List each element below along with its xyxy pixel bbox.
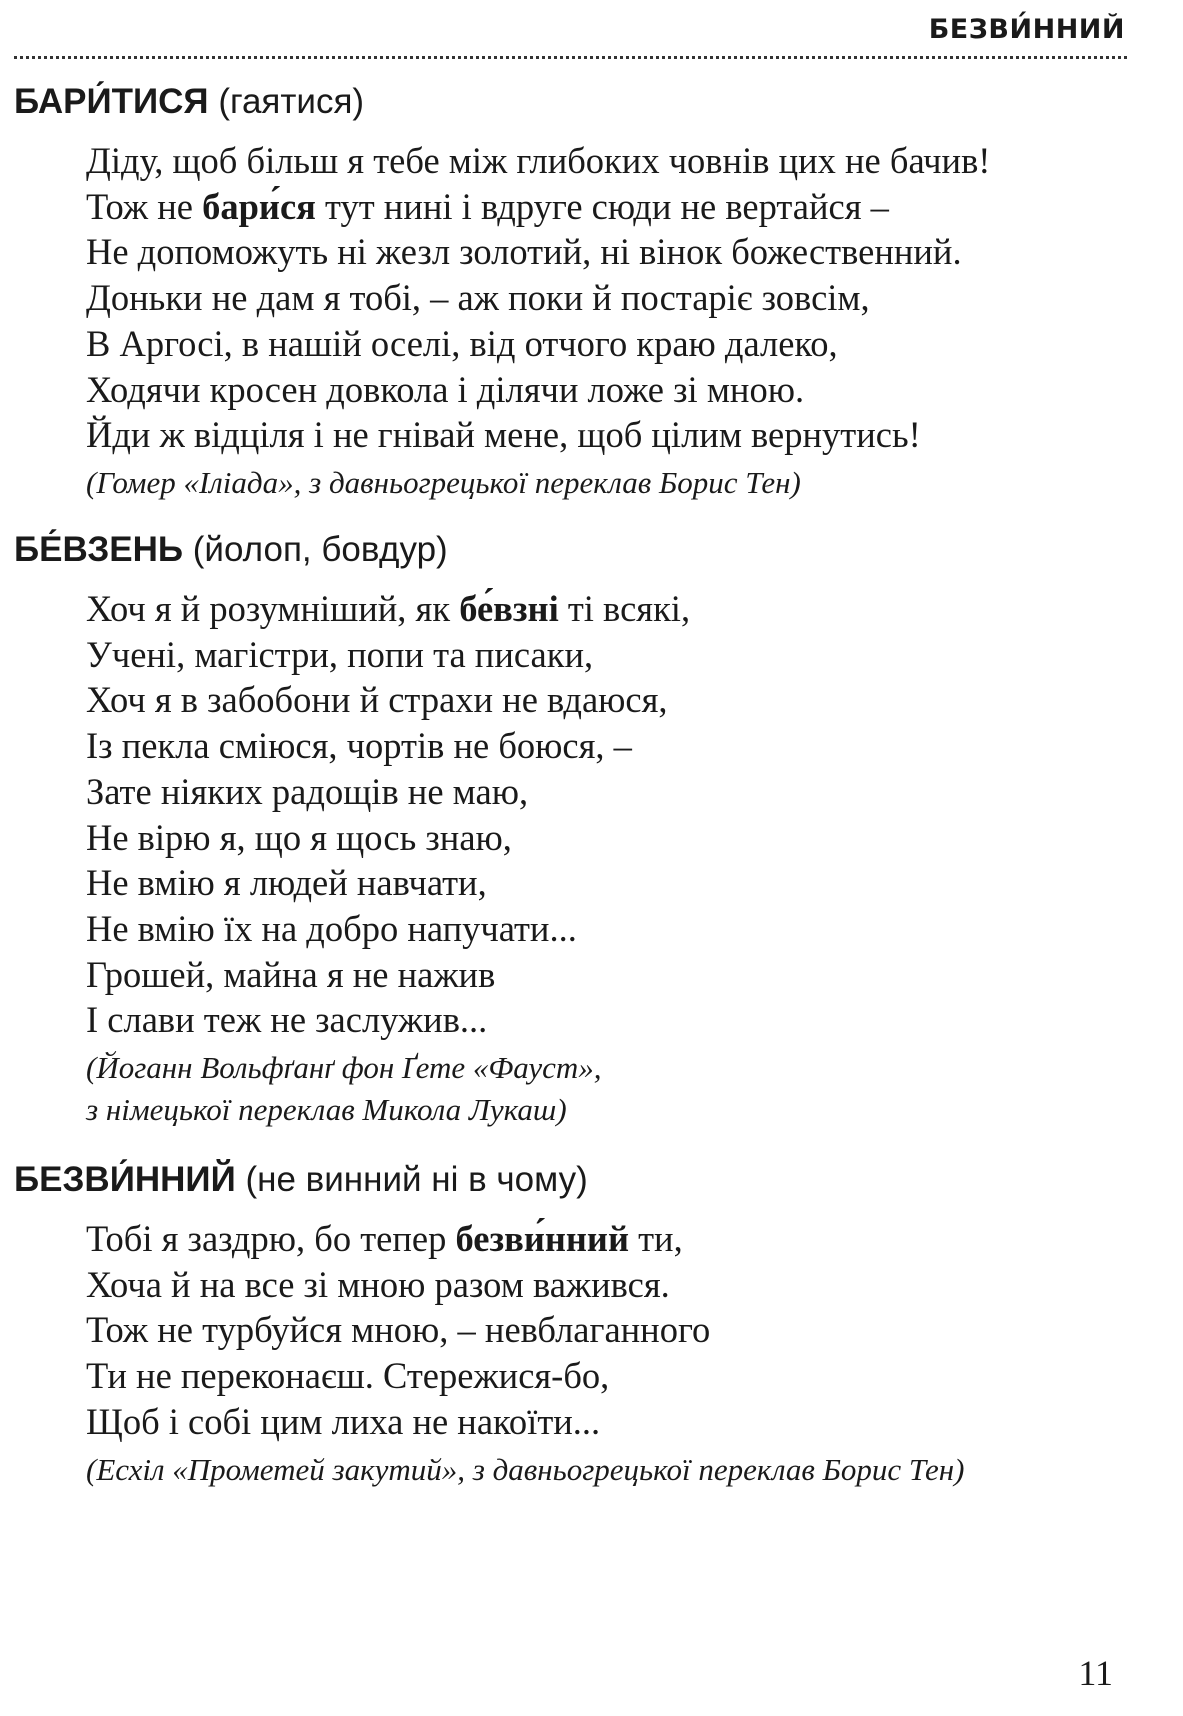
headword: БАРИ́ТИСЯ: [14, 82, 209, 121]
verse-line: Тож не турбуйся мною, – невблаганного: [86, 1309, 711, 1351]
source-citation: (Йоганн Вольфґанґ фон Ґете «Фауст»,: [86, 1050, 602, 1086]
verse-line: Хоч я й розумніший, як бе́взні ті всякі,: [86, 588, 691, 629]
verse-line: Доньки не дам я тобі, – аж поки й постаріє зовсім,: [86, 277, 870, 319]
quote-block: [86, 138, 1124, 504]
headword: БЕЗВИ́ННИЙ: [14, 1160, 236, 1199]
verse-line: Діду, щоб більш я тебе між глибоких човнів цих не бачив!: [86, 140, 991, 181]
entry-heading: [14, 1158, 1124, 1202]
verse-line: Щоб і собі цим лиха не накоїти...: [86, 1400, 601, 1442]
verse-line: Грошей, майна я не нажив: [86, 953, 496, 995]
entry-heading: [14, 528, 1124, 572]
running-head: БЕЗВИ́ННИЙ: [928, 14, 1125, 45]
verse-line: Тож не бари́ся тут нині і вдруге сюди не вертайся –: [86, 185, 889, 227]
quote-block: [86, 586, 1124, 1131]
verse-line: Йди ж відціля і не гнівай мене, щоб цілим вернутись!: [86, 414, 921, 456]
verse-line: Ходячи кросен довкола і ділячи ложе зі мною.: [86, 368, 805, 410]
verse-line: Зате ніяких радощів не маю,: [86, 770, 529, 812]
highlighted-word: безви́нний: [455, 1218, 629, 1259]
verse-line: Хоч я в забобони й страхи не вдаюся,: [86, 679, 668, 721]
verse-line: Ти не переконаєш. Стережися-бо,: [86, 1355, 610, 1397]
gloss: (гаятися): [218, 82, 365, 121]
page-number: 11: [1078, 1653, 1113, 1693]
verse-line: Не вмію я людей навчати,: [86, 862, 487, 904]
dotted-rule: [14, 56, 1127, 59]
dictionary-entry: [14, 528, 1124, 1131]
verse-line: Не допоможуть ні жезл золотий, ні вінок божественний.: [86, 231, 962, 273]
verse-line: Хоча й на все зі мною разом важився.: [86, 1263, 670, 1305]
verse-line: Із пекла сміюся, чортів не боюся, –: [86, 725, 632, 767]
verse-line: Не вмію їх на добро напучати...: [86, 907, 577, 949]
entry-heading: [14, 80, 1124, 124]
verse-line: І слави теж не заслужив...: [86, 999, 488, 1041]
gloss: (не винний ні в чому): [245, 1160, 588, 1199]
verse-line: Тобі я заздрю, бо тепер безви́нний ти,: [86, 1218, 683, 1259]
source-citation: (Есхіл «Прометей закутий», з давньогрецької переклав Борис Тен): [86, 1451, 965, 1487]
dictionary-entry: [14, 80, 1124, 504]
verse-line: Учені, магістри, попи та писаки,: [86, 633, 594, 675]
dictionary-entry: [14, 1158, 1124, 1491]
source-citation: (Гомер «Іліада», з давньогрецької переклав Борис Тен): [86, 464, 801, 500]
highlighted-word: бари́ся: [202, 185, 316, 227]
verse-line: В Аргосі, в нашій оселі, від отчого краю далеко,: [86, 322, 838, 364]
headword: БЕ́ВЗЕНЬ: [14, 530, 184, 569]
quote-block: [86, 1216, 1124, 1491]
gloss: (йолоп, бовдур): [192, 530, 448, 569]
verse-line: Не вірю я, що я щось знаю,: [86, 816, 512, 858]
highlighted-word: бе́взні: [459, 588, 559, 629]
source-citation: з німецької переклав Микола Лукаш): [86, 1092, 567, 1128]
